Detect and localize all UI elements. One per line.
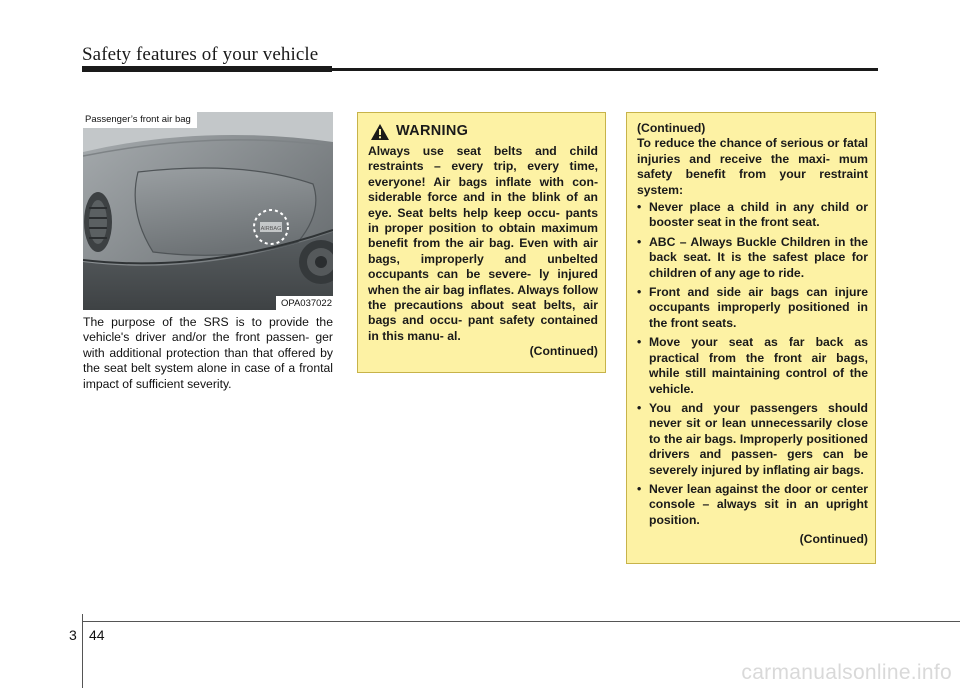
warning-continued: (Continued)	[529, 344, 598, 359]
page-header-title: Safety features of your vehicle	[82, 44, 319, 65]
airbag-marking: AIRBAG	[260, 226, 282, 232]
continued-warning-box	[626, 112, 876, 564]
footer-vertical-rule	[82, 614, 83, 688]
safety-bullet-list	[637, 200, 868, 528]
header-rule-accent	[82, 66, 332, 72]
watermark: carmanualsonline.info	[741, 661, 952, 684]
list-item: • Front and side air bags can injure occupants improperly positioned in the front seats.	[637, 285, 868, 331]
continued-intro: To reduce the chance of serious or fatal injuries and receive the maxi- mum safety benefit from your restraint system:	[637, 136, 868, 197]
airbag-figure	[83, 112, 333, 310]
continued-heading: (Continued)	[637, 121, 706, 135]
warning-header	[370, 123, 598, 141]
figure-caption: Passenger’s front air bag	[83, 112, 197, 128]
warning-text: Always use seat belts and child restraints – every trip, every time, everyone! Air bags inflate with con- siderable force and in the blink of an eye. Seat belts help keep occu- pants in proper position to obtain maximum benefit from the air bag. Even with air bags, improperly and unbelted occupants can be severe- ly injured when the air bag inflates. Always follow the precautions about seat belts, air bags and occu- pant safety contained in this manu- al.	[368, 144, 598, 343]
warning-box	[357, 112, 606, 373]
page-number: 44	[89, 627, 105, 643]
srs-purpose-paragraph: The purpose of the SRS is to provide the vehicle's driver and/or the front passen- ger with additional protection than that offered by the seat belt system alone in case of a frontal impact of sufficient severity.	[83, 315, 333, 391]
warning-title: WARNING	[396, 123, 469, 140]
warning-icon	[370, 123, 390, 141]
list-item: • Never place a child in any child or booster seat in the front seat.	[637, 200, 868, 231]
figure-code: OPA037022	[276, 296, 333, 310]
list-item: • Never lean against the door or center console – always sit in an upright position.	[637, 482, 868, 528]
list-item: • ABC – Always Buckle Children in the back seat. It is the safest place for children of any age to ride.	[637, 235, 868, 281]
section-number: 3	[69, 627, 77, 643]
list-item: • You and your passengers should never sit or lean unnecessarily close to the air bags. Improperly positioned drivers and passen- gers can be severely injured by inflating air bags.	[637, 401, 868, 478]
list-item: • Move your seat as far back as practical from the front air bags, while still maintaining control of the vehicle.	[637, 335, 868, 397]
continued-footer: (Continued)	[799, 532, 868, 547]
footer-horizontal-rule	[82, 621, 960, 622]
dashboard-illustration	[83, 112, 333, 310]
